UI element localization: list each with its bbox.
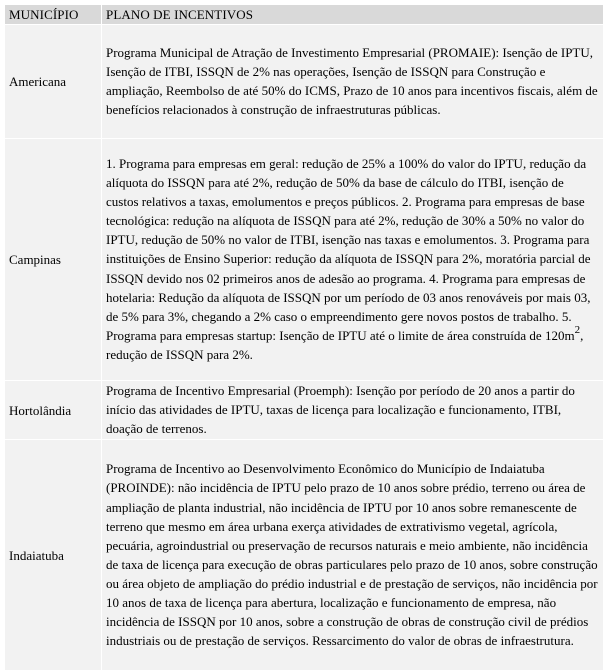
table-row xyxy=(5,440,603,670)
table-header-row xyxy=(5,5,603,24)
header-plano: PLANO DE INCENTIVOS xyxy=(102,5,603,24)
plano-cell: Programa Municipal de Atração de Investimento Empresarial (PROMAIE): Isenção de IPTU, Isenção de ITBI, ISSQN de 2% nas operações, Isenção de ISSQN para Construção e ampliação, Reembolso de até 50% do ICMS, Prazo de 10 anos para incentivos fiscais, além de benefícios relacionados à construção de infraestruturas públicas. xyxy=(102,25,603,138)
municipio-cell: Indaiatuba xyxy=(5,440,101,670)
plano-cell xyxy=(102,139,603,380)
incentives-table xyxy=(4,4,604,671)
municipio-cell: Americana xyxy=(5,25,101,138)
municipio-cell: Campinas xyxy=(5,139,101,380)
table-row xyxy=(5,381,603,439)
plano-text-end: , redução de ISSQN para 2%. xyxy=(106,327,584,362)
plano-cell: Programa de Incentivo Empresarial (Proemph): Isenção por período de 20 anos a partir do início das atividades de IPTU, taxas de licença para localização e funcionamento, ITBI, doação de terrenos. xyxy=(102,381,603,439)
table-row xyxy=(5,25,603,138)
table-row xyxy=(5,139,603,380)
plano-cell: Programa de Incentivo ao Desenvolvimento Econômico do Município de Indaiatuba (PROINDE): não incidência de IPTU pelo prazo de 10 anos sobre prédio, terreno ou área de ampliação de planta industrial, não incidência de IPTU por 10 anos sobre remanescente de terreno que mesmo em área urbana exerça atividades de extrativismo vegetal, agrícola, pecuária, agroindustrial ou preservação de recursos naturais e meio ambiente, não incidência de taxa de licença para execução de obras particulares pelo prazo de 10 anos, sobre construção ou área objeto de ampliação do prédio industrial e de prestação de serviços, não incidência por 10 anos de taxa de licença para abertura, localização e funcionamento de empresa, não incidência de ISSQN por 10 anos, sobre a construção de obras de construção civil de prédios industriais ou de prestação de serviços. Ressarcimento do valor de obras de infraestrutura. xyxy=(102,440,603,670)
municipio-cell: Hortolândia xyxy=(5,381,101,439)
superscript-exponent: 2 xyxy=(574,323,581,336)
plano-text: 1. Programa para empresas em geral: redução de 25% a 100% do valor do IPTU, redução da alíquota do ISSQN para até 2%, redução de 50% da base de cálculo do ITBI, isenção de custos relativos a taxas, emolumentos e preços públicos. 2. Programa para empresas de base tecnológica: redução na alíquota de ISSQN para até 2%, redução de 30% a 50% no valor do IPTU, redução de 50% no valor de ITBI, isenção nas taxas e emolumentos. 3. Programa para instituições de Ensino Superior: redução da alíquota de ISSQN para 2%, moratória parcial de ISSQN devido nos 02 primeiros anos de adesão ao programa. 4. Programa para empresas de hotelaria: Redução da alíquota de ISSQN por um período de 03 anos renováveis por mais 03, de 5% para 3%, chegando a 2% caso o empreendimento gere novos postos de trabalho. 5. Programa para empresas startup: Isenção de IPTU até o limite de área construída de 120m xyxy=(106,155,591,343)
header-municipio: MUNICÍPIO xyxy=(5,5,101,24)
